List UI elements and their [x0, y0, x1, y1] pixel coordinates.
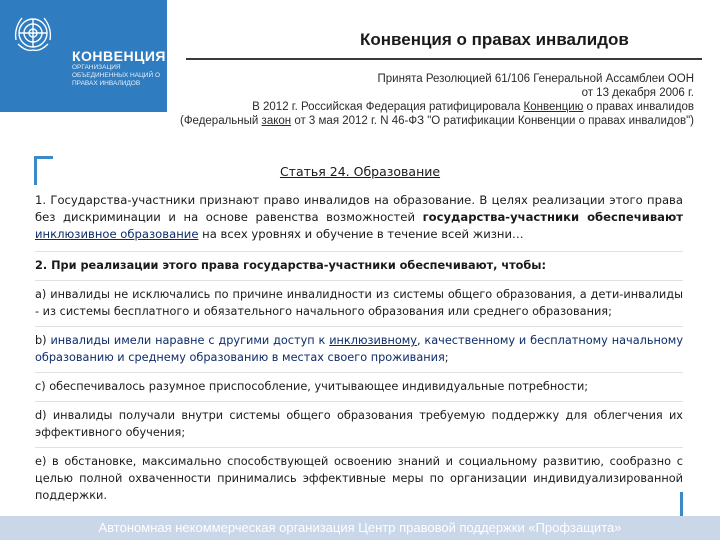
item-a: a) инвалиды не исключались по причине инвалидности из системы общего образования, а дети-инвалиды - из системы бесплатного и обязательного начального образования или среднего образования; [35, 288, 683, 318]
header-divider [186, 58, 702, 60]
footer-organization: Автономная некоммерческая организация Центр правовой поддержки «Профзащита» [0, 516, 720, 540]
item-b-text: инвалиды имели наравне с другими доступ к [50, 334, 330, 347]
law-text: (Федеральный [179, 115, 262, 127]
divider [35, 251, 683, 252]
p1-bold-text: государства-участники обеспечивают [422, 210, 683, 224]
paragraph-2: 2. При реализации этого права государства-участники обеспечивают, чтобы: [35, 259, 547, 272]
ratification-text-end: о правах инвалидов [583, 101, 694, 113]
law-text-end: от 3 мая 2012 г. N 46-ФЗ "О ратификации Конвенции о правах инвалидов") [291, 115, 694, 127]
convention-link[interactable]: Конвенцию [523, 101, 584, 113]
paragraph-1 [35, 192, 683, 243]
item-b [35, 332, 683, 366]
p1-text: 1. Государства-участники признают право инвалидов на образование. В целях реализации этого права без дискриминации и на основе равенства возможностей [35, 193, 683, 224]
divider [35, 401, 683, 402]
article-body [35, 192, 683, 510]
divider [35, 326, 683, 327]
ratification-line [134, 100, 694, 114]
inclusive-link[interactable]: инклюзивному [329, 334, 417, 347]
logo-subtitle: ОРГАНИЗАЦИЯ ОБЪЕДИНЕННЫХ НАЦИЙ О ПРАВАХ ИНВАЛИДОВ [72, 64, 161, 87]
item-e: e) в обстановке, максимально способствующей освоению знаний и социальному развитию, сообразно с целью полной охваченности принимались эффективные меры по организации индивидуализированной поддержки. [35, 455, 683, 502]
divider [35, 372, 683, 373]
item-b-text-end: , качественному и бесплатному начальному образованию и среднему образованию в местах своего проживания [35, 334, 684, 364]
ratification-text: В 2012 г. Российская Федерация ратифицировала [252, 101, 524, 113]
law-link[interactable]: закон [261, 115, 292, 127]
item-d: d) инвалиды получали внутри системы общего образования требуемую поддержку для облегчения их эффективного обучения; [35, 409, 683, 439]
inclusive-education-term: инклюзивное образование [35, 227, 199, 241]
resolution-line: Принята Резолюцией 61/106 Генеральной Ассамблеи ООН [377, 73, 694, 85]
item-b-marker: b) [35, 334, 51, 347]
logo-title: КОНВЕНЦИЯ [72, 48, 166, 64]
article-title-text: Статья 24. Образование [279, 164, 441, 179]
item-b-punct: ; [444, 351, 449, 364]
page-title: Конвенция о правах инвалидов [360, 30, 629, 49]
p1-text-end: на всех уровнях и обучение в течение всей жизни… [198, 227, 524, 241]
article-title [0, 164, 720, 179]
header-info [134, 72, 694, 128]
item-c: c) обеспечивалось разумное приспособление, учитывающее индивидуальные потребности; [35, 380, 589, 393]
divider [35, 280, 683, 281]
federal-law-line [134, 114, 694, 128]
un-emblem-icon [8, 8, 58, 58]
date-line: от 13 декабря 2006 г. [581, 87, 694, 99]
divider [35, 447, 683, 448]
